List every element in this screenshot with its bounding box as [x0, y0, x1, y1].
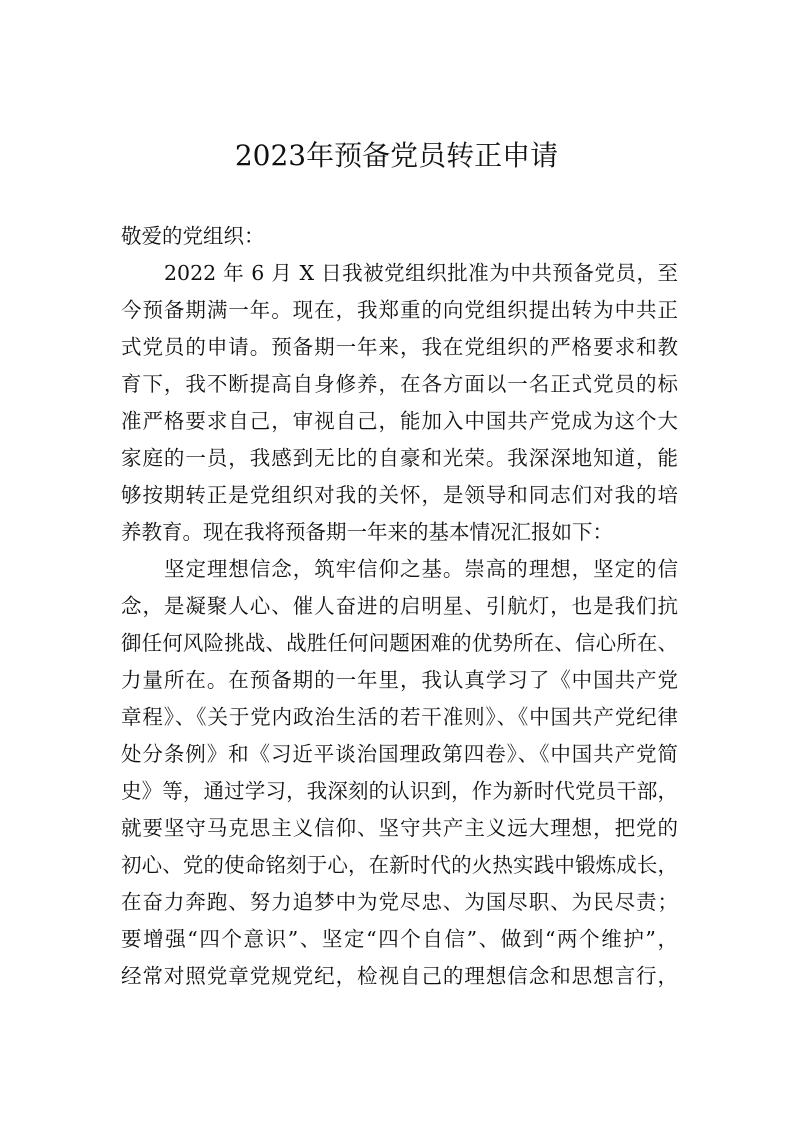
text-line: 育下，我不断提高自身修养，在各方面以一名正式党员的标 — [121, 372, 678, 396]
text-line: 坚定理想信念，筑牢信仰之基。崇高的理想，坚定的信 — [164, 557, 678, 581]
text-line: 养教育。现在我将预备期一年来的基本情况汇报如下： — [121, 520, 613, 544]
text-line: 史》等，通过学习，我深刻的认识到，作为新时代党员干部， — [121, 779, 678, 803]
paragraph — [121, 255, 678, 551]
text-line: 御任何风险挑战、战胜任何问题困难的优势所在、信心所在、 — [121, 631, 678, 655]
text-line: 经常对照党章党规党纪，检视自己的理想信念和思想言行， — [121, 964, 678, 988]
salutation: 敬爱的党组织： — [121, 224, 265, 248]
paragraphs — [121, 255, 678, 995]
text-line: 处分条例》和《习近平谈治国理政第四卷》、《中国共产党简 — [121, 742, 678, 766]
document-title: 2023年预备党员转正申请 — [234, 139, 559, 172]
text-line: 够按期转正是党组织对我的关怀，是领导和同志们对我的培 — [121, 483, 678, 507]
text-line: 2022 年 6 月 X 日我被党组织批准为中共预备党员，至 — [164, 261, 678, 285]
text-line: 家庭的一员，我感到无比的自豪和光荣。我深深地知道，能 — [121, 446, 678, 470]
document-body — [121, 218, 678, 995]
text-line: 要增强“四个意识”、坚定“四个自信”、做到“两个维护”， — [121, 927, 678, 951]
text-line: 初心、党的使命铭刻于心，在新时代的火热实践中锻炼成长， — [121, 853, 678, 877]
text-line: 章程》、《关于党内政治生活的若干准则》、《中国共产党纪律 — [121, 705, 678, 729]
text-line: 念，是凝聚人心、催人奋进的启明星、引航灯，也是我们抗 — [121, 594, 678, 618]
text-line: 就要坚守马克思主义信仰、坚守共产主义远大理想，把党的 — [121, 816, 678, 840]
text-line: 今预备期满一年。现在，我郑重的向党组织提出转为中共正 — [121, 298, 678, 322]
text-line: 力量所在。在预备期的一年里，我认真学习了《中国共产党 — [121, 668, 678, 692]
text-line: 准严格要求自己，审视自己，能加入中国共产党成为这个大 — [121, 409, 678, 433]
text-line: 式党员的申请。预备期一年来，我在党组织的严格要求和教 — [121, 335, 678, 359]
text-line: 在奋力奔跑、努力追梦中为党尽忠、为国尽职、为民尽责； — [121, 890, 678, 914]
paragraph — [121, 551, 678, 995]
